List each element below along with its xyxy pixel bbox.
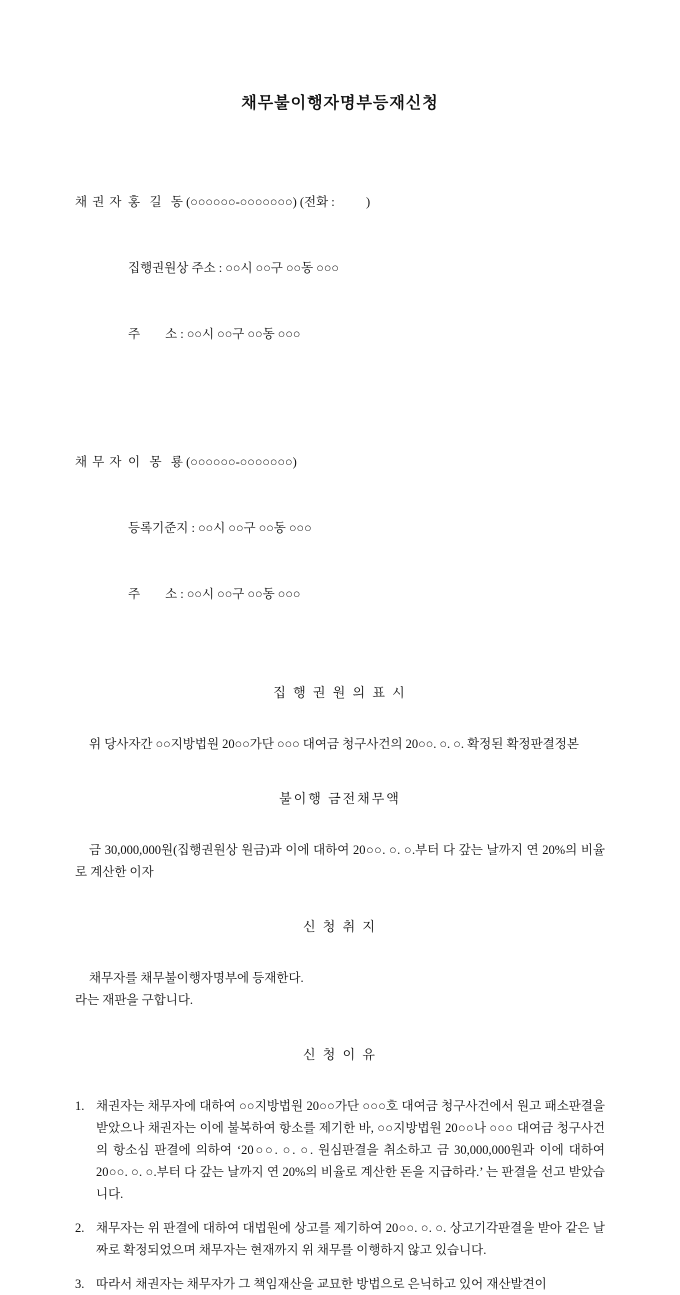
debtor-block [75, 407, 605, 649]
creditor-name: 홍 길 동 (○○○○○○-○○○○○○○) (전화 : ) [128, 195, 371, 209]
document-title: 채무불이행자명부등재신청 [241, 95, 439, 112]
creditor-block [75, 147, 605, 389]
reason-2-number: 2. [75, 1221, 85, 1235]
creditor-enforcement-address: 집행권원상 주소 : ○○시 ○○구 ○○동 ○○○ [128, 261, 339, 275]
creditor-address: 주 소 : ○○시 ○○구 ○○동 ○○○ [128, 327, 301, 341]
reason-1-text: 채권자는 채무자에 대하여 ○○지방법원 20○○가단 ○○○호 대여금 청구사건에서 원고 패소판결을 받았으나 채권자는 이에 불복하여 항소를 제기한 바, ○○지방법원 20○○나 ○○○ 대여금 청구사건의 항소심 판결에 의하여 ‘20○○. ○. ○. 원심판결을 취소하고 금 30,000,000원과 이에 대하여 20○○. ○. ○.부터 다 갚는 날까지 연 20%의 비율로 계산한 돈을 지급하라.’ 는 판결을 선고 받았습니다. [96, 1099, 605, 1201]
reason-item-3 [75, 1273, 605, 1295]
debtor-name: 이 몽 룡 (○○○○○○-○○○○○○○) [128, 455, 297, 469]
reason-2-text: 채무자는 위 판결에 대하여 대법원에 상고를 제기하여 20○○. ○. ○. 상고기각판결을 받아 같은 날짜로 확정되었으며 채무자는 현재까지 위 채무를 이행하지 않고 있습니다. [96, 1221, 605, 1257]
purport-line-2: 라는 재판을 구합니다. [75, 993, 194, 1007]
reason-item-2 [75, 1217, 605, 1261]
debtor-address: 주 소 : ○○시 ○○구 ○○동 ○○○ [128, 587, 301, 601]
debtor-registration-base: 등록기준지 : ○○시 ○○구 ○○동 ○○○ [128, 521, 312, 535]
reason-3-text: 따라서 채권자는 채무자가 그 책임재산을 교묘한 방법으로 은닉하고 있어 재산발견이 [96, 1277, 547, 1291]
section-heading-debt-amount: 불이행 금전채무액 [279, 791, 401, 806]
debtor-name-row [75, 451, 605, 473]
reason-3-number: 3. [75, 1277, 85, 1291]
creditor-label: 채 권 자 [75, 195, 123, 209]
section-heading-purport: 신 청 취 지 [303, 919, 377, 934]
reason-item-1 [75, 1095, 605, 1205]
reason-1-number: 1. [75, 1099, 85, 1113]
debt-amount-body: 금 30,000,000원(집행권원상 원금)과 이에 대하여 20○○. ○. ○.부터 다 갚는 날까지 연 20%의 비율로 계산한 이자 [75, 843, 605, 879]
section-heading-reasons: 신 청 이 유 [303, 1047, 377, 1062]
enforcement-title-body: 위 당사자간 ○○지방법원 20○○가단 ○○○ 대여금 청구사건의 20○○. ○. ○. 확정된 확정판결정본 [89, 737, 579, 751]
purport-line-1: 채무자를 채무불이행자명부에 등재한다. [89, 971, 304, 985]
debtor-label: 채 무 자 [75, 455, 123, 469]
section-heading-enforcement-title: 집 행 권 원 의 표 시 [273, 685, 407, 700]
creditor-name-row [75, 191, 605, 213]
